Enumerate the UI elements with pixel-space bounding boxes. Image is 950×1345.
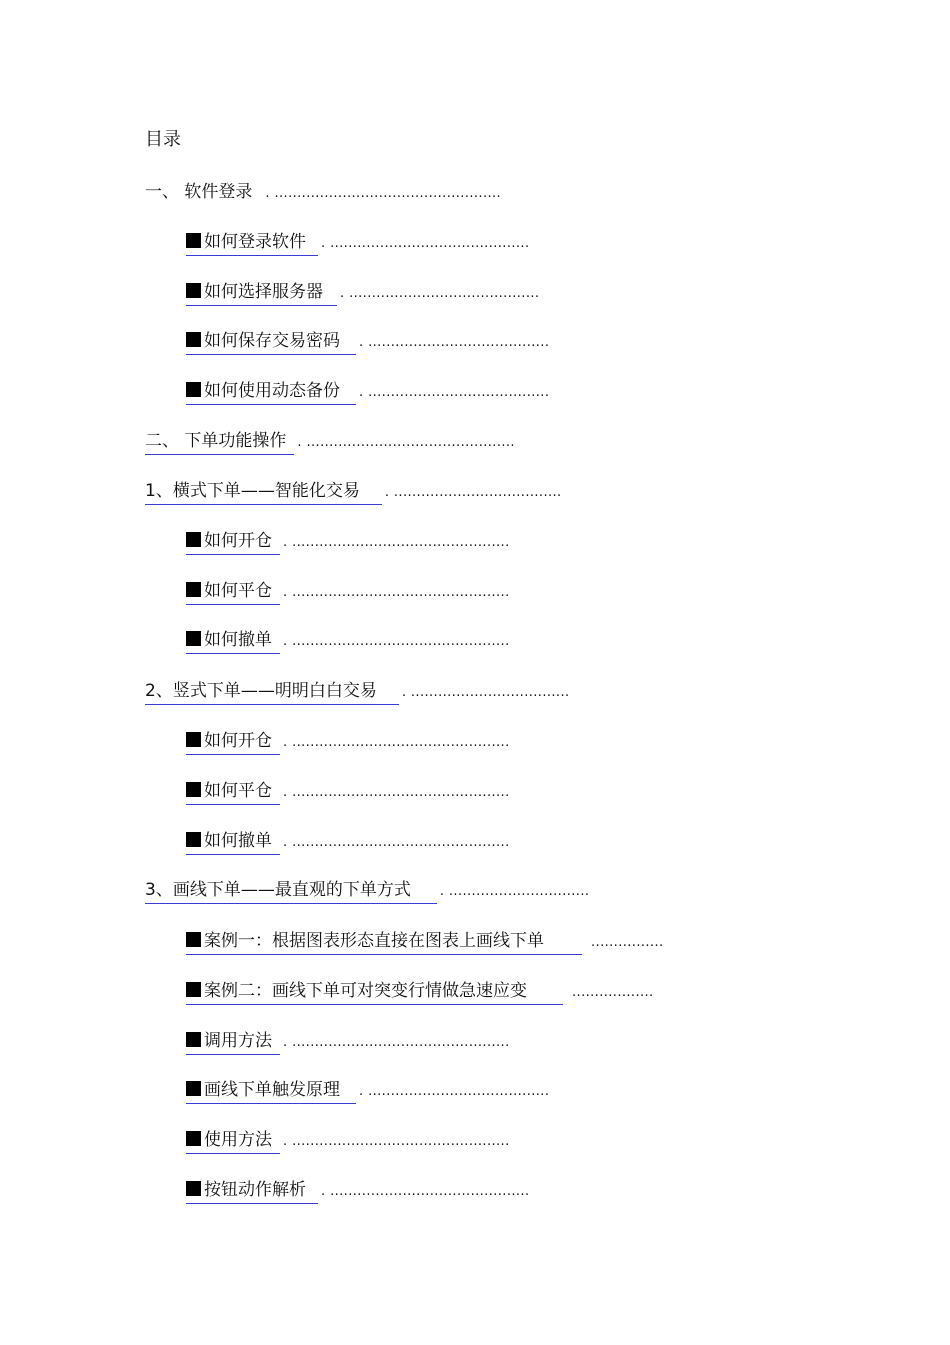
toc-leader-dots: . ..................................... bbox=[384, 485, 562, 500]
toc-entry-order-functions[interactable] bbox=[145, 429, 515, 455]
toc-entry-link[interactable] bbox=[186, 379, 356, 405]
toc-entry-cancel-order-2[interactable] bbox=[186, 829, 510, 855]
toc-entry-case-two[interactable] bbox=[186, 979, 654, 1005]
toc-entry-save-password[interactable] bbox=[186, 329, 549, 355]
toc-entry-label: 案例一：根据图表形态直接在图表上画线下单 bbox=[204, 931, 544, 951]
toc-leader-dots: . ........................................ bbox=[359, 1084, 550, 1099]
toc-leader-dots: . ................................................ bbox=[283, 1134, 510, 1149]
toc-entry-link[interactable] bbox=[186, 929, 582, 955]
square-bullet-icon bbox=[186, 1181, 201, 1196]
toc-entry-link[interactable] bbox=[186, 529, 280, 555]
toc-entry-label: 如何撤单 bbox=[204, 630, 272, 650]
toc-entry-button-actions[interactable] bbox=[186, 1178, 530, 1204]
toc-entry-label: 按钮动作解析 bbox=[204, 1180, 306, 1200]
square-bullet-icon bbox=[186, 631, 201, 646]
toc-entry-link[interactable] bbox=[186, 579, 280, 605]
toc-entry-cancel-order-1[interactable] bbox=[186, 628, 510, 654]
toc-entry-label: 3、画线下单——最直观的下单方式 bbox=[145, 880, 411, 900]
toc-entry-link[interactable] bbox=[186, 230, 318, 256]
toc-entry-choose-server[interactable] bbox=[186, 280, 539, 306]
toc-entry-horizontal-order[interactable] bbox=[145, 479, 562, 505]
toc-entry-usage-method[interactable] bbox=[186, 1128, 510, 1154]
square-bullet-icon bbox=[186, 582, 201, 597]
toc-entry-open-position-2[interactable] bbox=[186, 729, 510, 755]
toc-entry-label: 如何平仓 bbox=[204, 581, 272, 601]
square-bullet-icon bbox=[186, 732, 201, 747]
toc-entry-dynamic-backup[interactable] bbox=[186, 379, 549, 405]
toc-entry-label: 1、横式下单——智能化交易 bbox=[145, 481, 360, 501]
toc-entry-close-position-1[interactable] bbox=[186, 579, 510, 605]
square-bullet-icon bbox=[186, 832, 201, 847]
toc-entry-vertical-order[interactable] bbox=[145, 679, 570, 705]
toc-entry-label: 调用方法 bbox=[204, 1031, 272, 1051]
toc-leader-dots: . ................................................ bbox=[283, 835, 510, 850]
toc-entry-open-position-1[interactable] bbox=[186, 529, 510, 555]
toc-entry-invoke-method[interactable] bbox=[186, 1029, 510, 1055]
square-bullet-icon bbox=[186, 1081, 201, 1096]
toc-entry-label: 如何开仓 bbox=[204, 731, 272, 751]
toc-entry-link[interactable] bbox=[186, 1178, 318, 1204]
toc-entry-label[interactable]: 一、 软件登录 bbox=[145, 182, 253, 202]
toc-leader-dots: . ................................................ bbox=[283, 1035, 510, 1050]
toc-entry-line-drawing-order[interactable] bbox=[145, 878, 589, 904]
toc-leader-dots: . ................................................ bbox=[283, 634, 510, 649]
toc-leader-dots: . ................................................ bbox=[283, 735, 510, 750]
square-bullet-icon bbox=[186, 332, 201, 347]
toc-entry-label: 2、竖式下单——明明白白交易 bbox=[145, 681, 377, 701]
toc-entry-link[interactable] bbox=[145, 679, 399, 705]
toc-entry-label: 如何平仓 bbox=[204, 781, 272, 801]
toc-entry-link[interactable] bbox=[186, 829, 280, 855]
toc-entry-label: 如何开仓 bbox=[204, 531, 272, 551]
square-bullet-icon bbox=[186, 233, 201, 248]
toc-entry-link[interactable] bbox=[186, 1128, 280, 1154]
toc-entry-label: 如何选择服务器 bbox=[204, 282, 323, 302]
square-bullet-icon bbox=[186, 1032, 201, 1047]
toc-entry-link[interactable] bbox=[186, 729, 280, 755]
toc-leader-dots: . .................................................. bbox=[265, 186, 502, 201]
toc-entry-label: 如何登录软件 bbox=[204, 232, 306, 252]
toc-entry-link[interactable] bbox=[145, 878, 437, 904]
toc-entry-link[interactable] bbox=[186, 1029, 280, 1055]
toc-entry-close-position-2[interactable] bbox=[186, 779, 510, 805]
toc-entry-trigger-principle[interactable] bbox=[186, 1078, 549, 1104]
toc-entry-link[interactable] bbox=[145, 479, 382, 505]
toc-leader-dots: . ................................................ bbox=[283, 535, 510, 550]
toc-entry-label: 如何使用动态备份 bbox=[204, 381, 340, 401]
square-bullet-icon bbox=[186, 532, 201, 547]
toc-entry-link[interactable] bbox=[145, 429, 294, 455]
square-bullet-icon bbox=[186, 982, 201, 997]
toc-entry-link[interactable] bbox=[186, 280, 337, 306]
toc-entry-how-to-login[interactable] bbox=[186, 230, 530, 256]
toc-leader-dots: . ................................................ bbox=[283, 785, 510, 800]
toc-entry-link[interactable] bbox=[186, 329, 356, 355]
toc-leader-dots: . .............................................. bbox=[297, 435, 515, 450]
toc-leader-dots: . ............................................ bbox=[321, 236, 530, 251]
square-bullet-icon bbox=[186, 283, 201, 298]
toc-entry-label: 如何保存交易密码 bbox=[204, 331, 340, 351]
toc-entry-label: 案例二：画线下单可对突变行情做急速应变 bbox=[204, 981, 527, 1001]
square-bullet-icon bbox=[186, 382, 201, 397]
square-bullet-icon bbox=[186, 782, 201, 797]
toc-leader-dots: .................. bbox=[572, 985, 654, 1000]
toc-entry-link[interactable] bbox=[186, 979, 563, 1005]
toc-entry-label: 画线下单触发原理 bbox=[204, 1080, 340, 1100]
toc-entry-label: 二、 下单功能操作 bbox=[145, 431, 287, 451]
toc-entry-software-login[interactable] bbox=[145, 180, 501, 206]
toc-entry-link[interactable] bbox=[186, 779, 280, 805]
toc-entry-link[interactable] bbox=[186, 628, 280, 654]
toc-leader-dots: . ................................................ bbox=[283, 585, 510, 600]
toc-entry-link[interactable] bbox=[186, 1078, 356, 1104]
toc-leader-dots: . ............................................ bbox=[321, 1184, 530, 1199]
toc-leader-dots: . ........................................ bbox=[359, 385, 550, 400]
toc-entry-label: 使用方法 bbox=[204, 1130, 272, 1150]
toc-leader-dots: ................ bbox=[591, 935, 664, 950]
toc-leader-dots: . .......................................... bbox=[340, 286, 540, 301]
toc-entry-label: 如何撤单 bbox=[204, 831, 272, 851]
toc-leader-dots: . ........................................ bbox=[359, 335, 550, 350]
square-bullet-icon bbox=[186, 932, 201, 947]
toc-entry-case-one[interactable] bbox=[186, 929, 664, 955]
toc-leader-dots: . ................................... bbox=[401, 685, 570, 700]
square-bullet-icon bbox=[186, 1131, 201, 1146]
toc-leader-dots: . ............................... bbox=[439, 884, 590, 899]
toc-title: 目录 bbox=[145, 129, 181, 150]
